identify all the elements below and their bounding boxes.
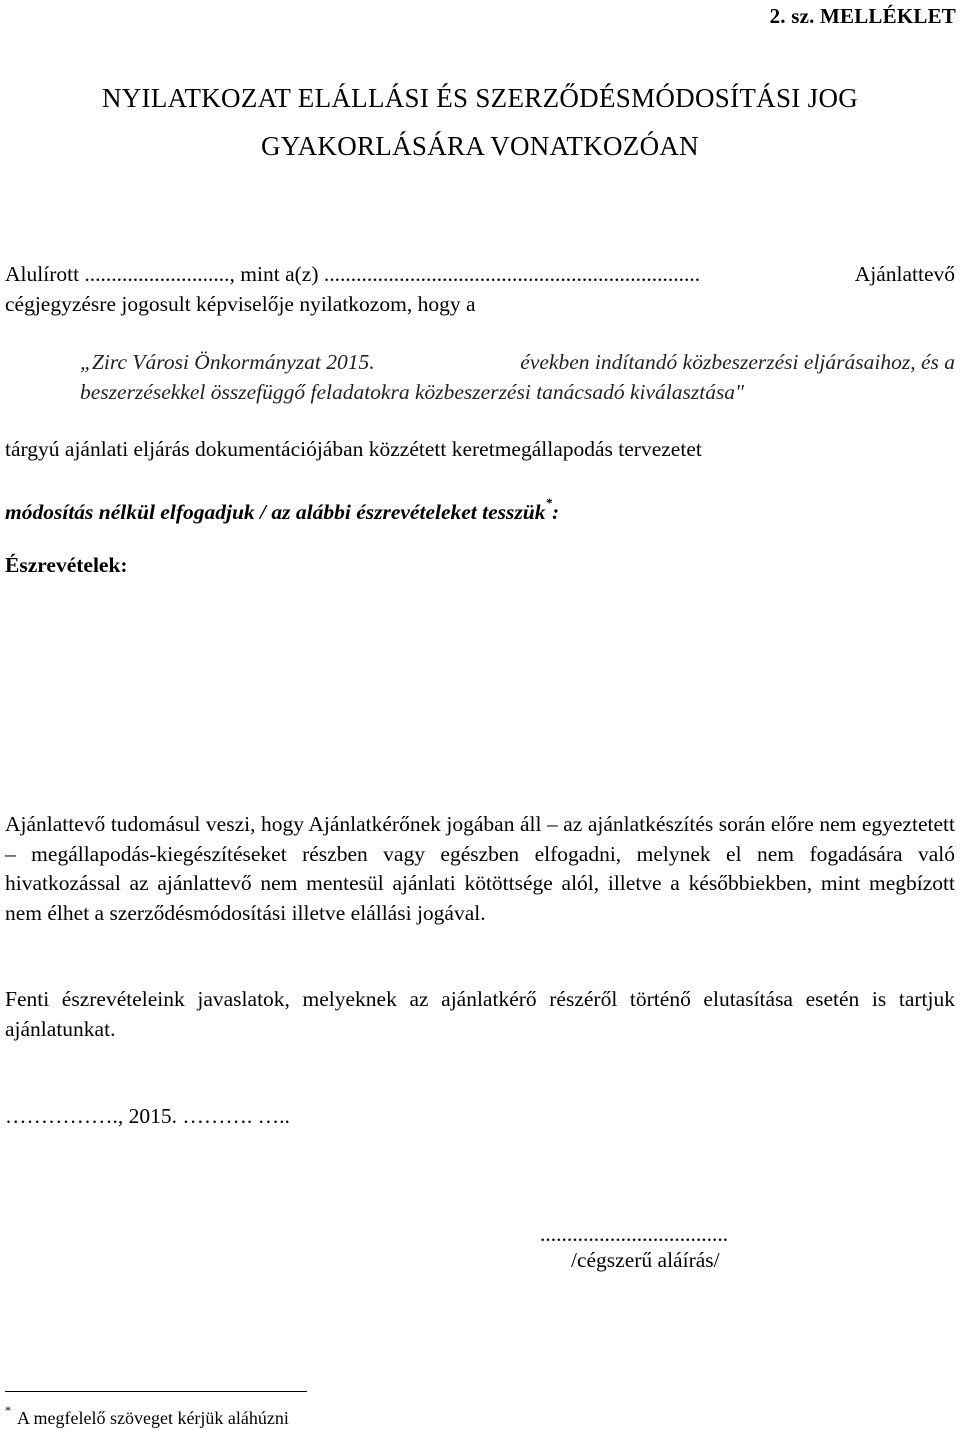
title-line-1: NYILATKOZAT ELÁLLÁSI ÉS SZERZŐDÉSMÓDOSÍTÁSI JOG (101, 83, 859, 113)
declaration-line-1 (5, 259, 955, 289)
project-quote-line-1 (80, 347, 955, 377)
declaration-line-2: cégjegyzésre jogosult képviselője nyilatkozom, hogy a (5, 292, 476, 316)
declaration-role: Ajánlattevő (854, 262, 955, 286)
subject-line: tárgyú ajánlati eljárás dokumentációjában közzétett keretmegállapodás tervezetet (5, 437, 702, 461)
remarks-note-paragraph: Fenti észrevételeink javaslatok, melyeknek az ajánlatkérő részéről történő elutasítása esetén is tartjuk ajánlatunkat. (5, 987, 955, 1041)
annex-label: 2. sz. MELLÉKLET (769, 4, 956, 28)
acceptance-choice-suffix: : (551, 500, 560, 525)
project-quote-start: „Zirc Városi Önkormányzat 2015. (80, 350, 375, 374)
footnote (5, 1401, 289, 1430)
signature-line: ................................... (540, 1222, 729, 1246)
footnote-mark: * (5, 1403, 11, 1417)
declaration-name-fields: Alulírott ..........................., mint a(z) ...................................................................... (5, 262, 701, 286)
project-quote-continued: években indítandó közbeszerzési eljárásaihoz, és a (520, 350, 955, 374)
footnote-reference: * (545, 495, 552, 510)
acknowledgement-paragraph: Ajánlattevő tudomásul veszi, hogy Ajánlatkérőnek jogában áll – az ajánlatkészítés során előre nem egyeztetett – megállapodás-kiegészítéseket részben vagy egészben elfogadni, melynek el nem fogadására való hivatkozással az ajánlattevő nem mentesül ajánlati kötöttsége alól, illetve a későbbiekben, mint megbízott nem élhet a szerződésmódosítási illetve elállási jogával. (5, 812, 955, 925)
date-place-line: ……………., 2015. ………. ….. (5, 1104, 290, 1128)
document-title (0, 74, 960, 170)
project-quote-line-2: beszerzésekkel összefüggő feladatokra közbeszerzési tanácsadó kiválasztása" (80, 380, 745, 404)
footnote-text: A megfelelő szöveget kérjük aláhúzni (17, 1408, 289, 1428)
signature-label: /cégszerű aláírás/ (571, 1248, 720, 1272)
remarks-heading: Észrevételek: (5, 553, 128, 577)
acceptance-choice (5, 492, 955, 527)
acceptance-choice-text: módosítás nélkül elfogadjuk / az alábbi észrevételeket tesszük (5, 500, 546, 525)
footnote-divider (5, 1391, 307, 1392)
title-line-2: GYAKORLÁSÁRA VONATKOZÓAN (261, 131, 699, 161)
